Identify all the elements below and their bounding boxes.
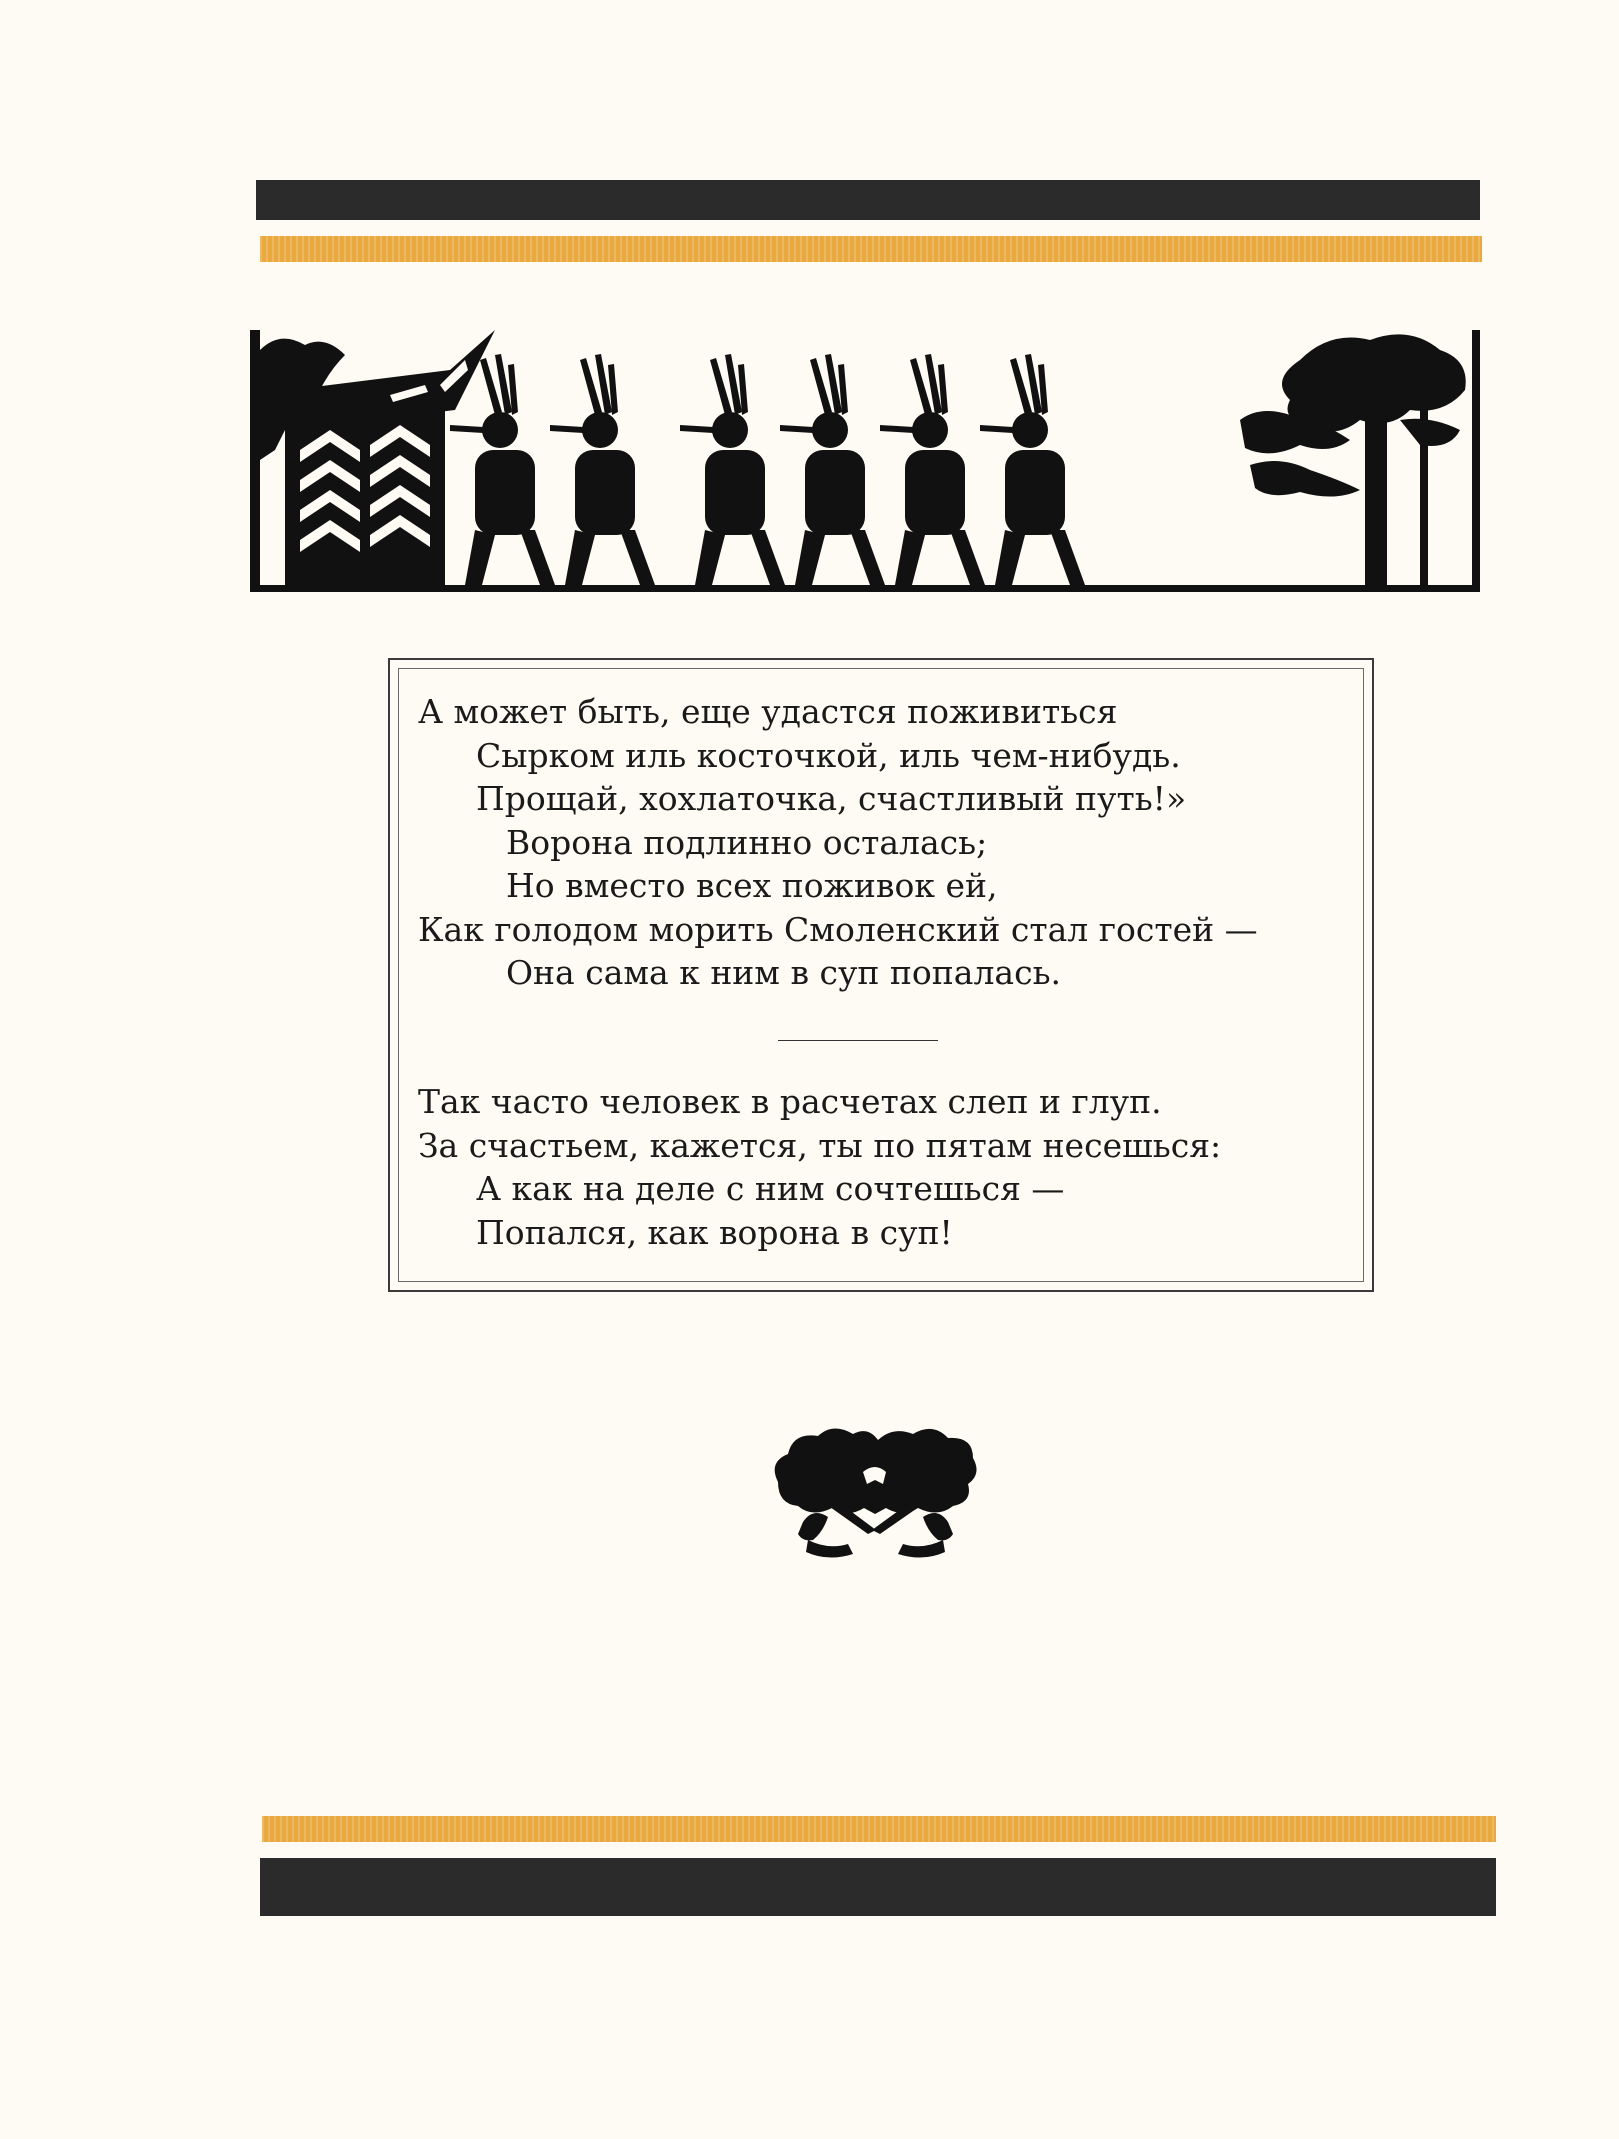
poem-line: А может быть, еще удастся поживиться [418, 692, 1118, 731]
crossed-trees-vignette [768, 1422, 982, 1562]
poem-line: Ворона подлинно осталась; [506, 822, 988, 862]
poem-line: Как голодом морить Смоленский стал гостей — [418, 909, 1258, 949]
poem-line: Прощай, хохлаточка, счастливый путь!» [476, 779, 1187, 818]
poem-line: Она сама к ним в суп попалась. [506, 953, 1062, 992]
moral-line: Так часто человек в расчетах слеп и глуп. [418, 1082, 1162, 1121]
soldiers-silhouette-illustration [250, 330, 1480, 595]
poem-line: Сырком иль косточкой, иль чем-нибудь. [476, 735, 1181, 775]
moral-line: А как на деле с ним сочтешься — [476, 1169, 1065, 1208]
stanza-divider [778, 1040, 938, 1041]
bottom-gold-band [262, 1816, 1496, 1842]
poem-frame [388, 658, 1374, 1292]
top-gold-band [260, 236, 1482, 262]
top-black-band [256, 180, 1480, 220]
illustrator-monogram: ГН [1430, 568, 1445, 581]
poem-moral [418, 1080, 1362, 1254]
bottom-black-band [260, 1858, 1496, 1916]
moral-line: За счастьем, кажется, ты по пятам несешься: [418, 1125, 1222, 1165]
poem-stanza [418, 690, 1362, 995]
moral-line: Попался, как ворона в суп! [476, 1212, 953, 1252]
poem-line: Но вместо всех поживок ей, [506, 866, 998, 905]
